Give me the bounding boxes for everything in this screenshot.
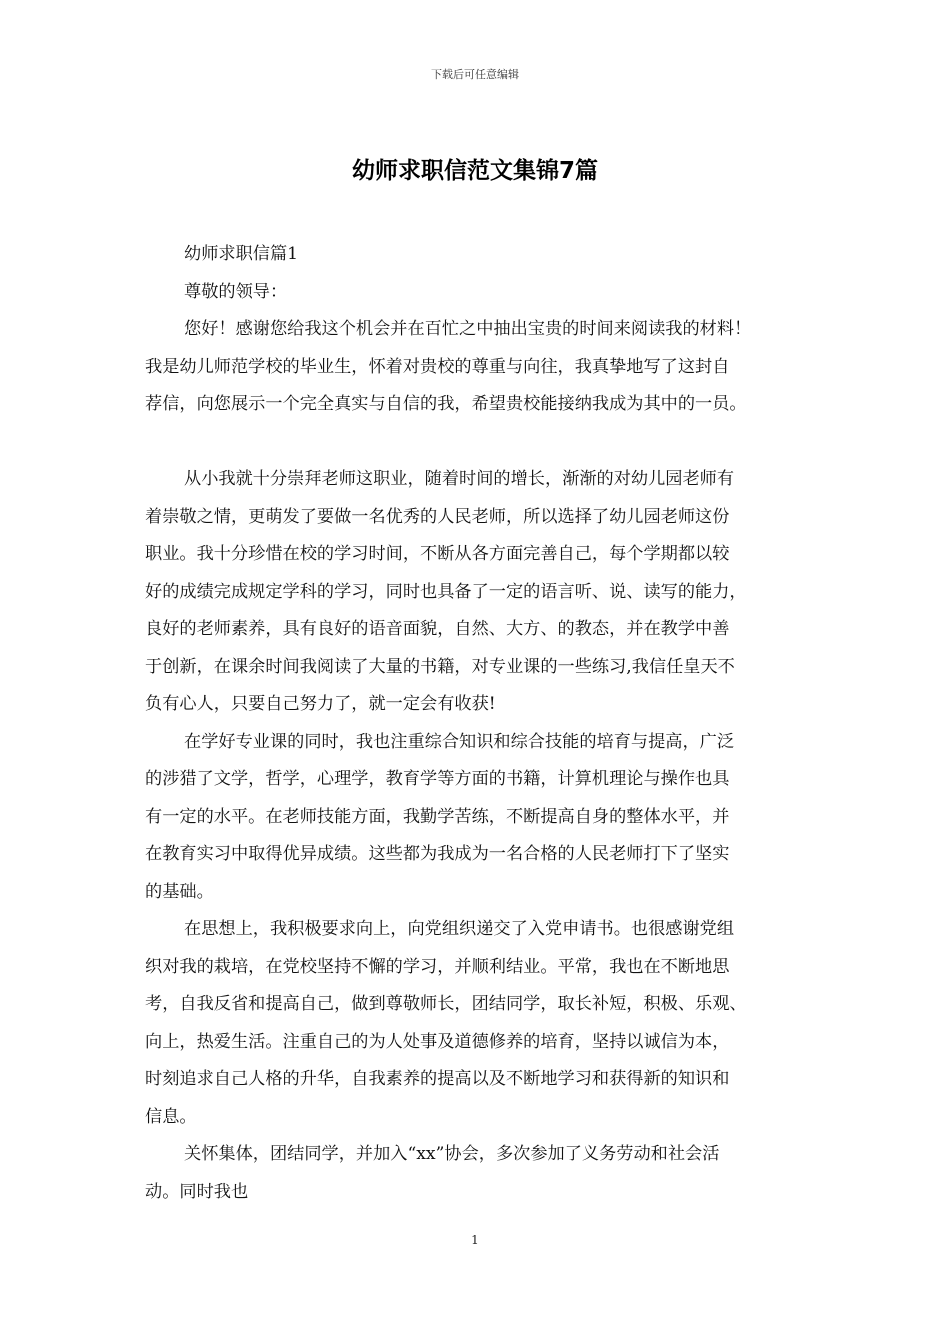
section-heading: 幼师求职信篇1	[184, 244, 299, 264]
paragraph-4-line: 信息。	[145, 1106, 197, 1127]
paragraph-4-line: 织对我的栽培，在党校坚持不懈的学习，并顺利结业。平常，我也在不断地思	[145, 956, 730, 977]
paragraph-3-line: 的基础。	[145, 881, 214, 902]
paragraph-5-line: 动。同时我也	[145, 1181, 249, 1202]
paragraph-4-line: 考，自我反省和提高自己，做到尊敬师长，团结同学，取长补短，积极、乐观、	[145, 994, 747, 1014]
paragraph-1-line: 我是幼儿师范学校的毕业生，怀着对贵校的尊重与向往，我真挚地写了这封自	[145, 356, 730, 377]
paragraph-2-line: 职业。我十分珍惜在校的学习时间，不断从各方面完善自己，每个学期都以较	[145, 544, 730, 564]
paragraph-3-line: 的涉猎了文学，哲学，心理学，教育学等方面的书籍，计算机理论与操作也具	[145, 769, 730, 789]
paragraph-2-line: 好的成绩完成规定学科的学习，同时也具备了一定的语言听、说、读写的能力，	[145, 581, 747, 602]
paragraph-4-line: 向上，热爱生活。注重自己的为人处事及道德修养的培育，坚持以诚信为本，	[145, 1031, 730, 1052]
paragraph-2-line: 从小我就十分崇拜老师这职业，随着时间的增长，渐渐的对幼儿园老师有	[184, 469, 735, 489]
header-note: 下载后可任意编辑	[431, 68, 519, 81]
paragraph-3-line: 在学好专业课的同时，我也注重综合知识和综合技能的培育与提高，广泛	[184, 731, 735, 752]
salutation: 尊敬的领导：	[184, 281, 288, 302]
paragraph-2-line: 良好的老师素养，具有良好的语音面貌，自然、大方、的教态，并在教学中善	[145, 619, 730, 639]
paragraph-4-line: 在思想上，我积极要求向上，向党组织递交了入党申请书。也很感谢党组	[184, 919, 735, 939]
page-title: 幼师求职信范文集锦7篇	[351, 158, 598, 184]
paragraph-3-line: 有一定的水平。在老师技能方面，我勤学苦练，不断提高自身的整体水平，并	[145, 806, 730, 827]
paragraph-3-line: 在教育实习中取得优异成绩。这些都为我成为一名合格的人民老师打下了坚实	[145, 844, 730, 864]
paragraph-gap	[145, 424, 813, 462]
paragraph-1-line: 您好！感谢您给我这个机会并在百忙之中抽出宝贵的时间来阅读我的材料！	[184, 319, 752, 339]
paragraph-2-line: 负有心人，只要自己努力了，就一定会有收获!	[145, 694, 496, 714]
paragraph-2-line: 于创新，在课余时间我阅读了大量的书籍，对专业课的一些练习,我信任皇天不	[145, 656, 735, 677]
paragraph-1-line: 荐信，向您展示一个完全真实与自信的我，希望贵校能接纳我成为其中的一员。	[145, 394, 747, 414]
document-body	[145, 236, 813, 1211]
paragraph-5-line: 关怀集体，团结同学，并加入“xx”协会，多次参加了义务劳动和社会活	[184, 1144, 720, 1164]
page-number: 1	[471, 1233, 479, 1247]
paragraph-4-line: 时刻追求自己人格的升华，自我素养的提高以及不断地学习和获得新的知识和	[145, 1069, 730, 1089]
paragraph-2-line: 着崇敬之情，更萌发了要做一名优秀的人民老师，所以选择了幼儿园老师这份	[145, 506, 730, 527]
